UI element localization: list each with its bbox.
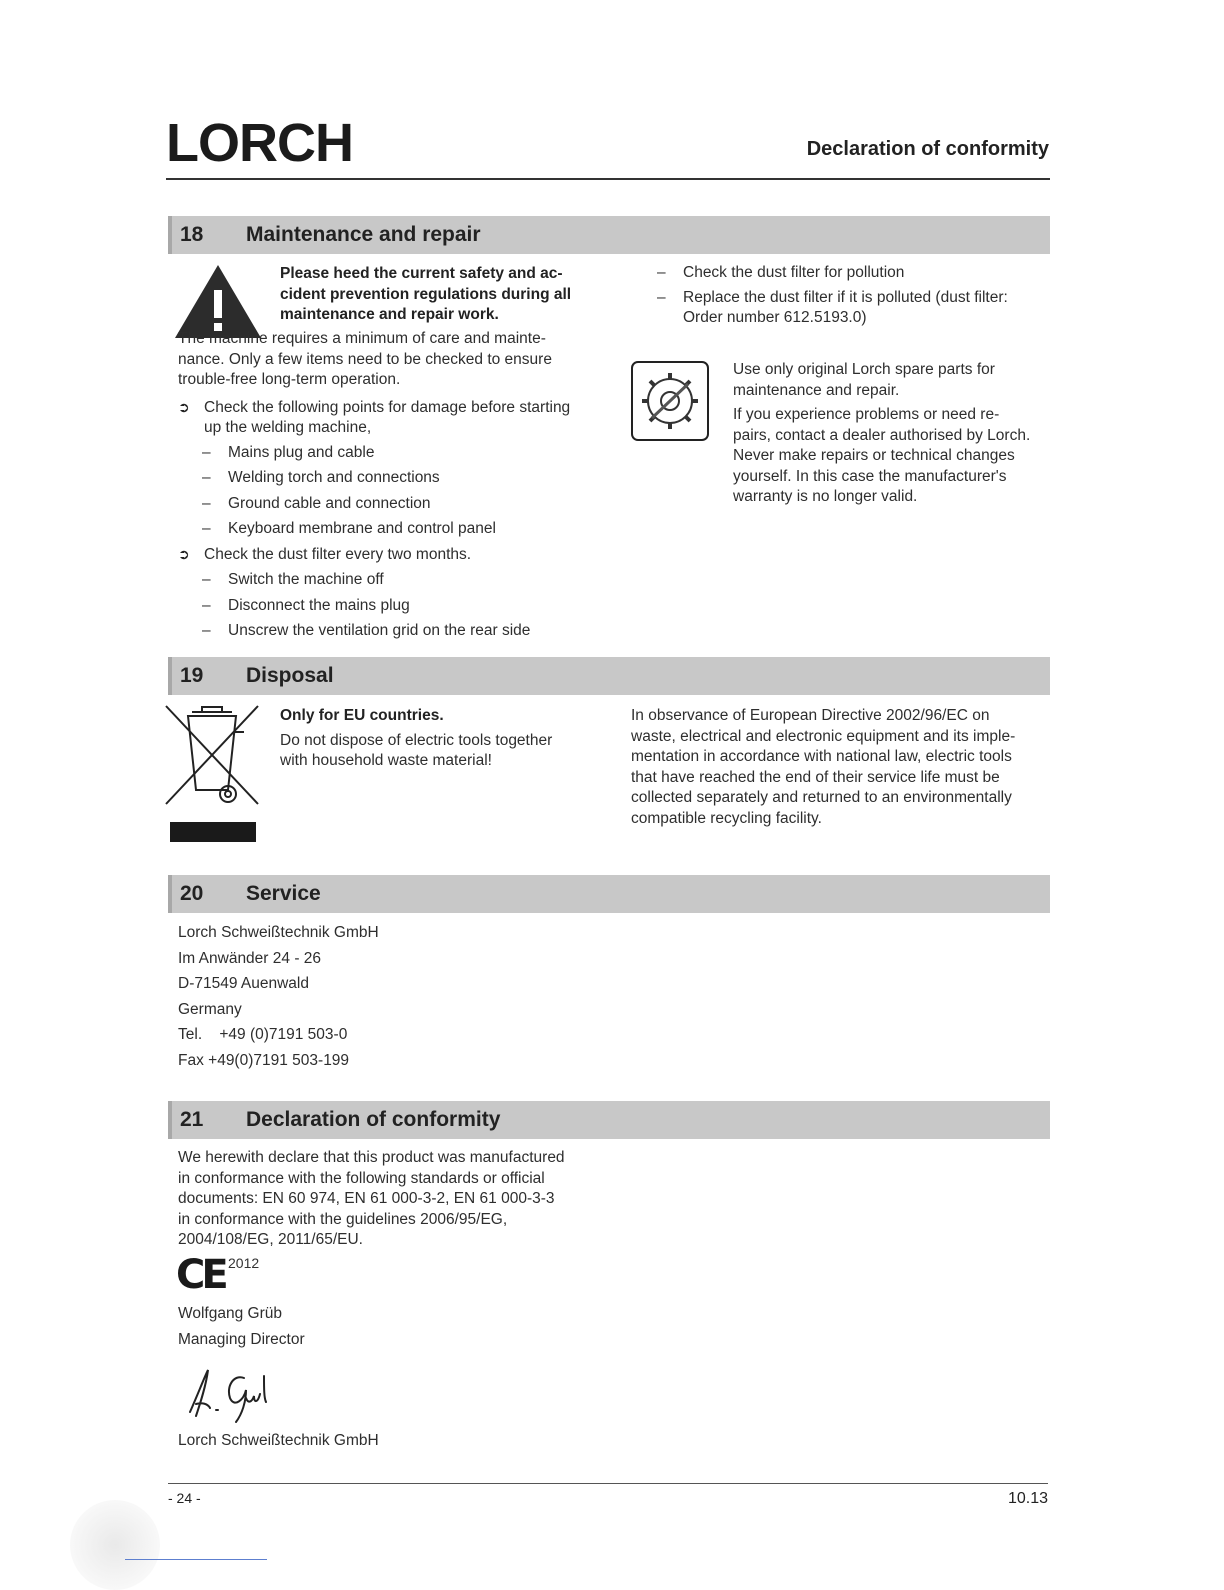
section-title: Service: [246, 882, 321, 905]
spare-parts-note: Use only original Lorch spare parts for maintenance and repair.: [733, 361, 995, 399]
street: Im Anwänder 24 - 26: [178, 949, 322, 967]
crossed-out-bin-icon: [164, 704, 260, 844]
lorch-logo: LORCH: [166, 113, 353, 173]
company-name: Lorch Schweißtechnik GmbH: [178, 924, 379, 941]
section-title: Disposal: [246, 664, 334, 687]
section-number: 19: [180, 664, 204, 687]
instruction-dust-filter: ➲ Check the dust filter every two months.: [178, 546, 472, 563]
section-19-header: [168, 657, 1050, 695]
section-title: Maintenance and repair: [246, 223, 481, 246]
ce-year: 2012: [228, 1255, 260, 1271]
repairs-note: If you experience problems or need re- pairs, contact a dealer authorised by Lorch. Never make repairs or technical changes yourself. In this case the manufacturer's warranty is no longer valid.: [733, 406, 1031, 505]
phone: Tel. +49 (0)7191 503-0: [178, 1026, 348, 1043]
list-item: – Disconnect the mains plug: [202, 597, 410, 614]
city: D-71549 Auenwald: [178, 975, 309, 992]
eu-disposal-note: Only for EU countries. Do not dispose of electric tools together with household waste material!: [280, 707, 553, 769]
signer-role: Managing Director: [178, 1330, 305, 1348]
directive-paragraph: In observance of European Directive 2002/96/EC on waste, electrical and electronic equipment and its imple- mentation in accordance with national law, electric tools that have reached the end of their service life must be collected separately and returned to an environmentally compatible recycling facility.: [631, 707, 1016, 827]
company-signature-line: Lorch Schweißtechnik GmbH: [178, 1432, 379, 1449]
list-item: – Switch the machine off: [202, 571, 384, 588]
footer-divider: [168, 1483, 1048, 1484]
list-item: – Unscrew the ventilation grid on the rear side: [202, 622, 531, 639]
section-number: 20: [180, 882, 204, 905]
fax: Fax +49(0)7191 503-199: [178, 1051, 350, 1069]
page-number: - 24 -: [168, 1490, 201, 1506]
signatory: [178, 1301, 305, 1352]
list-item: – Ground cable and connection: [202, 495, 431, 512]
list-item: – Mains plug and cable: [202, 444, 375, 461]
section-20-header: [168, 875, 1050, 913]
section-title: Declaration of conformity: [246, 1108, 501, 1131]
section-number: 18: [180, 223, 204, 246]
document-version: 10.13: [1007, 1490, 1048, 1507]
declaration-paragraph: We herewith declare that this product was manufactured in conformance with the following standards or official documents: EN 60 974, EN 61 000-3-2, EN 61 000-3-3 in conformance with the guidelines 2006/95/EG, 2004/108/EG, 2011/65/EU.: [178, 1149, 565, 1248]
country: Germany: [178, 1000, 242, 1018]
scan-artifact-line: [125, 1559, 267, 1560]
intro-paragraph: The machine requires a minimum of care and mainte- nance. Only a few items need to be checked to ensure trouble-free long-term operation.: [178, 330, 552, 388]
action-arrow-icon: ➲: [178, 399, 190, 415]
section-number: 21: [180, 1108, 204, 1131]
header-divider: [166, 178, 1050, 180]
ce-mark-icon: CE: [176, 1252, 225, 1298]
section-21-header: [168, 1101, 1050, 1139]
list-item: – Welding torch and connections: [202, 469, 440, 486]
service-address: [178, 920, 379, 1073]
document-title: Declaration of conformity: [806, 138, 1049, 160]
signature-image: [186, 1364, 276, 1424]
warning-text: Please heed the current safety and ac- cident prevention regulations during all maintenance and repair work.: [280, 265, 572, 323]
signer-name: Wolfgang Grüb: [178, 1305, 282, 1322]
list-item: – Check the dust filter for pollution: [657, 264, 905, 281]
section-18-header: [168, 216, 1050, 254]
spare-parts-gear-icon: [630, 360, 710, 442]
list-item: – Replace the dust filter if it is polluted (dust filter: Order number 612.5193.0): [657, 289, 1008, 326]
scan-artifact: [70, 1500, 160, 1590]
instruction-check-points: ➲ Check the following points for damage before starting up the welding machine,: [178, 399, 571, 436]
action-arrow-icon: ➲: [178, 546, 190, 562]
list-item: – Keyboard membrane and control panel: [202, 520, 496, 537]
